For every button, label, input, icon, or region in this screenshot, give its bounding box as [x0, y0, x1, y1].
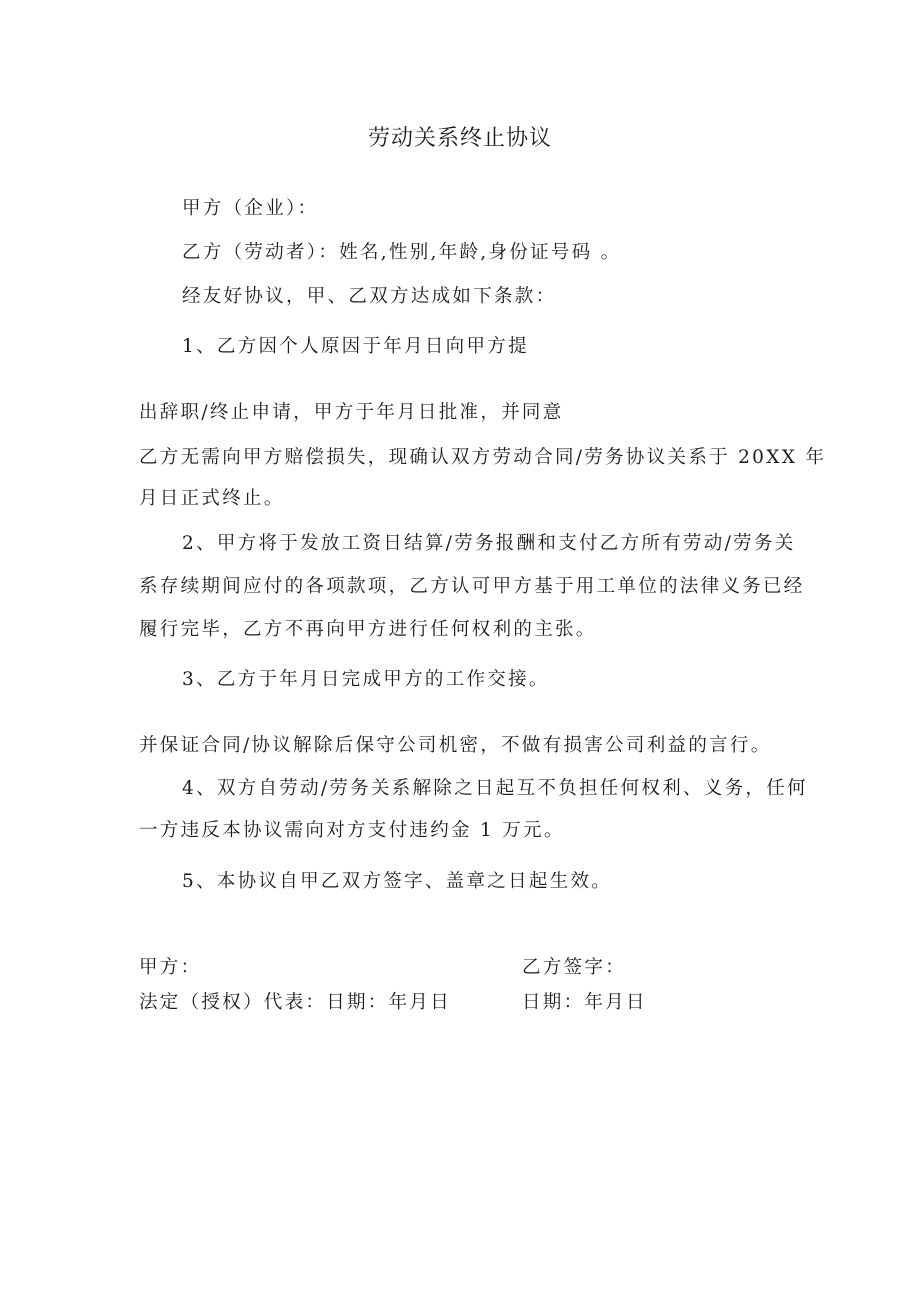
clause3-line2: 并保证合同/协议解除后保守公司机密，不做有损害公司利益的言行。: [139, 735, 772, 756]
party-a-representative-date: 法定（授权）代表：日期：年月日: [139, 992, 452, 1013]
clause2-line3: 履行完毕，乙方不再向甲方进行任何权利的主张。: [139, 619, 597, 640]
clause4-line1: 4、双方自劳动/劳务关系解除之日起互不负担任何权利、义务，任何: [182, 778, 808, 799]
document-title: 劳动关系终止协议: [367, 126, 552, 151]
clause3-line1: 3、乙方于年月日完成甲方的工作交接。: [182, 669, 550, 690]
clause1-line1: 1、乙方因个人原因于年月日向甲方提: [182, 336, 529, 357]
party-b-date: 日期：年月日: [522, 992, 647, 1013]
clause2-line1: 2、甲方将于发放工资日结算/劳务报酬和支付乙方所有劳动/劳务关: [182, 533, 796, 554]
clause5-line1: 5、本协议自甲乙双方签字、盖章之日起生效。: [182, 871, 613, 892]
party-a-signature-label: 甲方：: [139, 957, 202, 978]
clause1-line4: 月日正式终止。: [139, 488, 285, 509]
clause1-line2: 出辞职/终止申请，甲方于年月日批准，并同意: [139, 402, 564, 423]
clause2-line2: 系存续期间应付的各项款项，乙方认可甲方基于用工单位的法律义务已经: [139, 576, 805, 597]
party-b-signature-label: 乙方签字：: [522, 957, 627, 978]
party-a-line: 甲方（企业）：: [182, 198, 319, 219]
clause1-line3: 乙方无需向甲方赔偿损失，现确认双方劳动合同/劳务协议关系于 20XX 年: [139, 447, 827, 468]
party-b-line: 乙方（劳动者）：姓名,性别,年龄,身份证号码 。: [182, 242, 622, 263]
intro-line: 经友好协议，甲、乙双方达成如下条款：: [182, 286, 557, 307]
clause4-line2: 一方违反本协议需向对方支付违约金 1 万元。: [139, 820, 565, 841]
